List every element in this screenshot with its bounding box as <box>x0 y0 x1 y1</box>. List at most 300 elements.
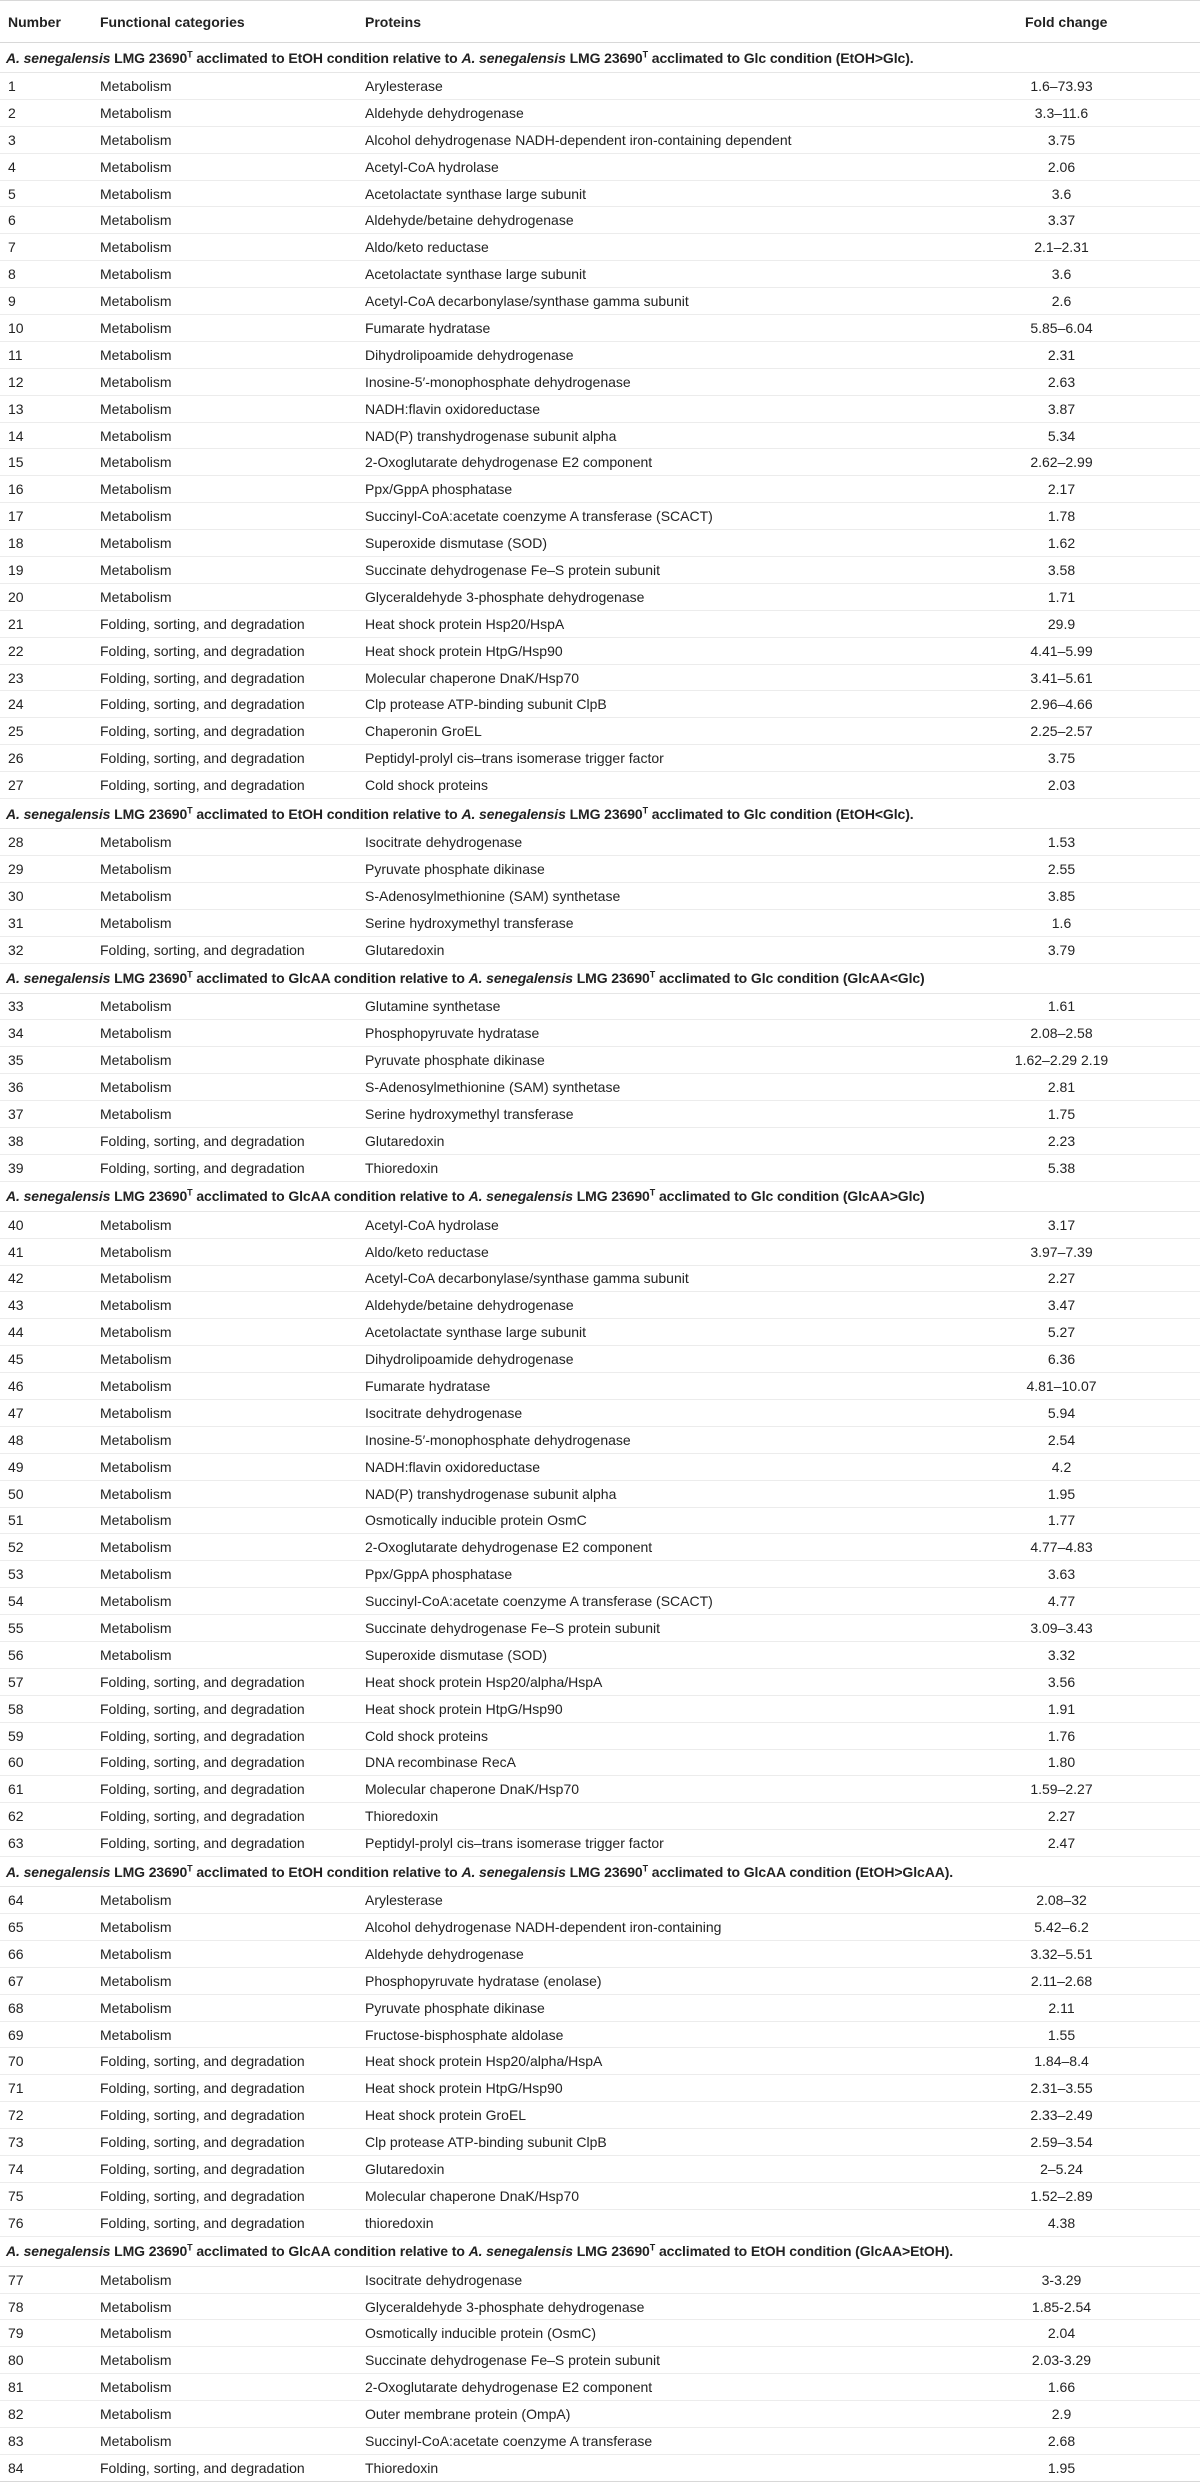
species-name: A. senegalensis <box>6 2243 111 2260</box>
fold-change-value: 1.75 <box>943 1101 1200 1128</box>
table-row <box>0 261 1200 288</box>
fold-change-value: 4.77–4.83 <box>943 1534 1200 1561</box>
header-functional-categories: Functional categories <box>92 1 357 43</box>
fold-change-value: 3.97–7.39 <box>943 1238 1200 1265</box>
protein-name: Heat shock protein HtpG/Hsp90 <box>357 637 943 664</box>
protein-name: Dihydrolipoamide dehydrogenase <box>357 341 943 368</box>
functional-category: Metabolism <box>92 1292 357 1319</box>
functional-category: Metabolism <box>92 153 357 180</box>
table-row <box>0 745 1200 772</box>
row-number: 75 <box>0 2182 92 2209</box>
fold-change-value: 1.76 <box>943 1722 1200 1749</box>
table-row <box>0 476 1200 503</box>
protein-name: Heat shock protein GroEL <box>357 2102 943 2129</box>
protein-name: Dihydrolipoamide dehydrogenase <box>357 1346 943 1373</box>
header-fold-change: Fold change <box>943 1 1200 43</box>
row-number: 34 <box>0 1020 92 1047</box>
protein-name: Succinate dehydrogenase Fe–S protein subunit <box>357 1615 943 1642</box>
row-number: 26 <box>0 745 92 772</box>
functional-category: Metabolism <box>92 73 357 100</box>
table-row <box>0 1399 1200 1426</box>
fold-change-value: 1.61 <box>943 993 1200 1020</box>
fold-change-value: 1.59–2.27 <box>943 1776 1200 1803</box>
protein-name: Heat shock protein Hsp20/alpha/HspA <box>357 2048 943 2075</box>
table-row <box>0 207 1200 234</box>
protein-name: Phosphopyruvate hydratase (enolase) <box>357 1967 943 1994</box>
fold-change-value: 5.94 <box>943 1399 1200 1426</box>
table-row <box>0 422 1200 449</box>
row-number: 8 <box>0 261 92 288</box>
protein-name: Ppx/GppA phosphatase <box>357 476 943 503</box>
table-row <box>0 395 1200 422</box>
row-number: 64 <box>0 1887 92 1914</box>
functional-category: Folding, sorting, and degradation <box>92 1695 357 1722</box>
functional-category: Folding, sorting, and degradation <box>92 1722 357 1749</box>
table-row <box>0 691 1200 718</box>
functional-category: Metabolism <box>92 882 357 909</box>
row-number: 29 <box>0 855 92 882</box>
species-name: A. senegalensis <box>6 1188 111 1205</box>
table-row <box>0 288 1200 315</box>
protein-name: Isocitrate dehydrogenase <box>357 1399 943 1426</box>
section-heading <box>0 43 1200 73</box>
table-row <box>0 1803 1200 1830</box>
functional-category: Metabolism <box>92 180 357 207</box>
type-strain-mark: T <box>642 804 648 815</box>
table-row <box>0 557 1200 584</box>
section-heading <box>0 1857 1200 1887</box>
fold-change-value: 2.96–4.66 <box>943 691 1200 718</box>
fold-change-value: 3.17 <box>943 1211 1200 1238</box>
protein-name: Serine hydroxymethyl transferase <box>357 1101 943 1128</box>
fold-change-value: 4.81–10.07 <box>943 1373 1200 1400</box>
table-row <box>0 1507 1200 1534</box>
fold-change-value: 2.27 <box>943 1803 1200 1830</box>
fold-change-value: 2.63 <box>943 368 1200 395</box>
section-heading-row <box>0 1857 1200 1887</box>
functional-category: Metabolism <box>92 1319 357 1346</box>
table-row <box>0 1534 1200 1561</box>
functional-category: Metabolism <box>92 261 357 288</box>
strain-name: LMG 23690 <box>569 1863 643 1880</box>
functional-category: Metabolism <box>92 1641 357 1668</box>
fold-change-value: 2.1–2.31 <box>943 234 1200 261</box>
table-row <box>0 180 1200 207</box>
row-number: 40 <box>0 1211 92 1238</box>
protein-name: Outer membrane protein (OmpA) <box>357 2401 943 2428</box>
row-number: 73 <box>0 2129 92 2156</box>
fold-change-value: 1.62 <box>943 530 1200 557</box>
fold-change-value: 3.41–5.61 <box>943 664 1200 691</box>
functional-category: Folding, sorting, and degradation <box>92 2048 357 2075</box>
row-number: 62 <box>0 1803 92 1830</box>
row-number: 44 <box>0 1319 92 1346</box>
fold-change-value: 1.66 <box>943 2374 1200 2401</box>
type-strain-mark: T <box>649 2242 656 2253</box>
protein-name: Arylesterase <box>357 1887 943 1914</box>
protein-name: Phosphopyruvate hydratase <box>357 1020 943 1047</box>
fold-change-value: 3.87 <box>943 395 1200 422</box>
functional-category: Folding, sorting, and degradation <box>92 637 357 664</box>
row-number: 38 <box>0 1127 92 1154</box>
protein-name: Glutaredoxin <box>357 1127 943 1154</box>
table-row <box>0 2454 1200 2481</box>
table-row <box>0 1668 1200 1695</box>
table-row <box>0 2048 1200 2075</box>
type-strain-mark: T <box>187 804 193 815</box>
fold-change-value: 2.27 <box>943 1265 1200 1292</box>
fold-change-value: 3.58 <box>943 557 1200 584</box>
functional-category: Metabolism <box>92 476 357 503</box>
fold-change-value: 1.62–2.29 2.19 <box>943 1047 1200 1074</box>
table-row <box>0 2021 1200 2048</box>
functional-category: Metabolism <box>92 1507 357 1534</box>
table-row <box>0 2182 1200 2209</box>
protein-name: Peptidyl-prolyl cis–trans isomerase trigger factor <box>357 1830 943 1857</box>
fold-change-value: 3.85 <box>943 882 1200 909</box>
row-number: 46 <box>0 1373 92 1400</box>
protein-name: Isocitrate dehydrogenase <box>357 2266 943 2293</box>
strain-name: LMG 23690 <box>576 970 650 986</box>
fold-change-value: 3.6 <box>943 261 1200 288</box>
functional-category: Folding, sorting, and degradation <box>92 2454 357 2481</box>
table-row <box>0 1480 1200 1507</box>
table-row <box>0 882 1200 909</box>
fold-change-value: 2.11–2.68 <box>943 1967 1200 1994</box>
functional-category: Metabolism <box>92 1346 357 1373</box>
functional-category: Metabolism <box>92 1561 357 1588</box>
fold-change-value: 2.03 <box>943 772 1200 799</box>
fold-change-value: 3.75 <box>943 126 1200 153</box>
row-number: 47 <box>0 1399 92 1426</box>
functional-category: Metabolism <box>92 1534 357 1561</box>
condition-text: acclimated to Glc condition (GlcAA>Glc) <box>658 1188 925 1205</box>
table-row <box>0 1426 1200 1453</box>
condition-text: acclimated to Glc condition (EtOH<Glc). <box>651 805 914 822</box>
section-heading-row <box>0 963 1200 993</box>
functional-category: Metabolism <box>92 341 357 368</box>
functional-category: Folding, sorting, and degradation <box>92 745 357 772</box>
protein-name: Arylesterase <box>357 73 943 100</box>
fold-change-value: 1.95 <box>943 2454 1200 2481</box>
protein-name: Superoxide dismutase (SOD) <box>357 530 943 557</box>
row-number: 3 <box>0 126 92 153</box>
fold-change-value: 2.31 <box>943 341 1200 368</box>
type-strain-mark: T <box>187 2242 193 2253</box>
table-row <box>0 1020 1200 1047</box>
fold-change-value: 2.11 <box>943 1994 1200 2021</box>
functional-category: Metabolism <box>92 855 357 882</box>
row-number: 12 <box>0 368 92 395</box>
protein-name: Alcohol dehydrogenase NADH-dependent iron-containing <box>357 1914 943 1941</box>
protein-name: Fructose-bisphosphate aldolase <box>357 2021 943 2048</box>
fold-change-value: 2.08–2.58 <box>943 1020 1200 1047</box>
fold-change-value: 3.56 <box>943 1668 1200 1695</box>
functional-category: Metabolism <box>92 368 357 395</box>
row-number: 7 <box>0 234 92 261</box>
row-number: 66 <box>0 1940 92 1967</box>
fold-change-value: 1.84–8.4 <box>943 2048 1200 2075</box>
protein-name: Thioredoxin <box>357 2454 943 2481</box>
fold-change-value: 2.33–2.49 <box>943 2102 1200 2129</box>
functional-category: Metabolism <box>92 1399 357 1426</box>
row-number: 49 <box>0 1453 92 1480</box>
functional-category: Metabolism <box>92 1373 357 1400</box>
fold-change-value: 1.95 <box>943 1480 1200 1507</box>
protein-name: Acetolactate synthase large subunit <box>357 1319 943 1346</box>
table-row <box>0 126 1200 153</box>
functional-category: Metabolism <box>92 557 357 584</box>
fold-change-value: 4.38 <box>943 2209 1200 2236</box>
protein-name: 2-Oxoglutarate dehydrogenase E2 component <box>357 1534 943 1561</box>
fold-change-value: 5.34 <box>943 422 1200 449</box>
fold-change-value: 5.42–6.2 <box>943 1914 1200 1941</box>
row-number: 59 <box>0 1722 92 1749</box>
table-row <box>0 1127 1200 1154</box>
protein-name: Osmotically inducible protein (OsmC) <box>357 2320 943 2347</box>
functional-category: Metabolism <box>92 2401 357 2428</box>
protein-name: Chaperonin GroEL <box>357 718 943 745</box>
protein-name: Aldehyde/betaine dehydrogenase <box>357 1292 943 1319</box>
species-name: A. senegalensis <box>461 49 566 66</box>
row-number: 39 <box>0 1154 92 1181</box>
section-heading <box>0 963 1200 993</box>
functional-category: Folding, sorting, and degradation <box>92 936 357 963</box>
row-number: 18 <box>0 530 92 557</box>
row-number: 23 <box>0 664 92 691</box>
protein-name: Acetyl-CoA decarbonylase/synthase gamma subunit <box>357 288 943 315</box>
table-row <box>0 1453 1200 1480</box>
functional-category: Metabolism <box>92 234 357 261</box>
fold-change-value: 5.85–6.04 <box>943 315 1200 342</box>
row-number: 57 <box>0 1668 92 1695</box>
protein-name: Succinyl-CoA:acetate coenzyme A transferase (SCACT) <box>357 503 943 530</box>
condition-text: acclimated to EtOH condition relative to <box>196 49 458 66</box>
fold-change-value: 1.53 <box>943 829 1200 856</box>
fold-change-value: 2.31–3.55 <box>943 2075 1200 2102</box>
protein-name: Glutaredoxin <box>357 2156 943 2183</box>
functional-category: Metabolism <box>92 288 357 315</box>
fold-change-value: 4.77 <box>943 1588 1200 1615</box>
strain-name: LMG 23690 <box>569 49 643 66</box>
table-row <box>0 1074 1200 1101</box>
functional-category: Metabolism <box>92 1453 357 1480</box>
fold-change-value: 2.06 <box>943 153 1200 180</box>
protein-name: Cold shock proteins <box>357 1722 943 1749</box>
table-row <box>0 1211 1200 1238</box>
condition-text: acclimated to EtOH condition relative to <box>196 1863 458 1880</box>
protein-name: Acetyl-CoA hydrolase <box>357 153 943 180</box>
functional-category: Metabolism <box>92 395 357 422</box>
functional-category: Metabolism <box>92 1914 357 1941</box>
functional-category: Metabolism <box>92 1994 357 2021</box>
table-row <box>0 1887 1200 1914</box>
fold-change-value: 2.47 <box>943 1830 1200 1857</box>
row-number: 43 <box>0 1292 92 1319</box>
table-row <box>0 234 1200 261</box>
row-number: 27 <box>0 772 92 799</box>
functional-category: Metabolism <box>92 1615 357 1642</box>
functional-category: Folding, sorting, and degradation <box>92 1830 357 1857</box>
row-number: 79 <box>0 2320 92 2347</box>
protein-name: S-Adenosylmethionine (SAM) synthetase <box>357 1074 943 1101</box>
species-name: A. senegalensis <box>461 805 566 822</box>
protein-name: thioredoxin <box>357 2209 943 2236</box>
row-number: 4 <box>0 153 92 180</box>
table-row <box>0 1561 1200 1588</box>
condition-text: acclimated to Glc condition (GlcAA<Glc) <box>658 970 925 986</box>
table-row <box>0 530 1200 557</box>
row-number: 20 <box>0 583 92 610</box>
fold-change-value: 2.55 <box>943 855 1200 882</box>
protein-name: Glutaredoxin <box>357 936 943 963</box>
functional-category: Folding, sorting, and degradation <box>92 664 357 691</box>
protein-name: Alcohol dehydrogenase NADH-dependent iron-containing dependent <box>357 126 943 153</box>
protein-name: Fumarate hydratase <box>357 1373 943 1400</box>
functional-category: Metabolism <box>92 207 357 234</box>
type-strain-mark: T <box>187 1862 193 1873</box>
table-row <box>0 637 1200 664</box>
table-row <box>0 1830 1200 1857</box>
row-number: 52 <box>0 1534 92 1561</box>
protein-name: Ppx/GppA phosphatase <box>357 1561 943 1588</box>
protein-name: NADH:flavin oxidoreductase <box>357 1453 943 1480</box>
protein-name: Fumarate hydratase <box>357 315 943 342</box>
fold-change-value: 1.52–2.89 <box>943 2182 1200 2209</box>
species-name: A. senegalensis <box>468 1188 573 1205</box>
table-row <box>0 1914 1200 1941</box>
functional-category: Folding, sorting, and degradation <box>92 1668 357 1695</box>
row-number: 22 <box>0 637 92 664</box>
condition-text: acclimated to GlcAA condition relative to <box>196 970 465 986</box>
functional-category: Metabolism <box>92 2021 357 2048</box>
row-number: 11 <box>0 341 92 368</box>
functional-category: Metabolism <box>92 449 357 476</box>
row-number: 6 <box>0 207 92 234</box>
functional-category: Metabolism <box>92 1101 357 1128</box>
protein-name: Aldehyde dehydrogenase <box>357 1940 943 1967</box>
condition-text: acclimated to GlcAA condition relative to <box>196 1188 465 1205</box>
functional-category: Metabolism <box>92 1211 357 1238</box>
row-number: 71 <box>0 2075 92 2102</box>
species-name: A. senegalensis <box>468 2243 573 2260</box>
fold-change-value: 3.75 <box>943 745 1200 772</box>
row-number: 74 <box>0 2156 92 2183</box>
fold-change-value: 2.9 <box>943 2401 1200 2428</box>
protein-name: Acetyl-CoA decarbonylase/synthase gamma subunit <box>357 1265 943 1292</box>
protein-name: Glyceraldehyde 3-phosphate dehydrogenase <box>357 2293 943 2320</box>
fold-change-value: 3.47 <box>943 1292 1200 1319</box>
table-row <box>0 2075 1200 2102</box>
strain-name: LMG 23690 <box>114 970 188 986</box>
row-number: 80 <box>0 2347 92 2374</box>
row-number: 67 <box>0 1967 92 1994</box>
row-number: 1 <box>0 73 92 100</box>
type-strain-mark: T <box>649 969 656 980</box>
type-strain-mark: T <box>642 1862 648 1873</box>
protein-name: Molecular chaperone DnaK/Hsp70 <box>357 664 943 691</box>
row-number: 32 <box>0 936 92 963</box>
functional-category: Metabolism <box>92 99 357 126</box>
table-row <box>0 73 1200 100</box>
fold-change-value: 4.2 <box>943 1453 1200 1480</box>
row-number: 58 <box>0 1695 92 1722</box>
table-row <box>0 936 1200 963</box>
protein-name: Heat shock protein Hsp20/HspA <box>357 610 943 637</box>
table-row <box>0 1641 1200 1668</box>
protein-name: Acetyl-CoA hydrolase <box>357 1211 943 1238</box>
fold-change-value: 3.6 <box>943 180 1200 207</box>
functional-category: Metabolism <box>92 530 357 557</box>
fold-change-value: 3.32 <box>943 1641 1200 1668</box>
row-number: 48 <box>0 1426 92 1453</box>
fold-change-value: 1.6 <box>943 909 1200 936</box>
functional-category: Metabolism <box>92 1426 357 1453</box>
functional-category: Metabolism <box>92 1480 357 1507</box>
section-heading <box>0 799 1200 829</box>
functional-category: Folding, sorting, and degradation <box>92 610 357 637</box>
protein-name: Osmotically inducible protein OsmC <box>357 1507 943 1534</box>
strain-name: LMG 23690 <box>576 1188 650 1205</box>
protein-name: Acetolactate synthase large subunit <box>357 180 943 207</box>
fold-change-value: 5.27 <box>943 1319 1200 1346</box>
fold-change-value: 1.85-2.54 <box>943 2293 1200 2320</box>
type-strain-mark: T <box>187 1187 193 1198</box>
protein-name: Pyruvate phosphate dikinase <box>357 1047 943 1074</box>
functional-category: Metabolism <box>92 503 357 530</box>
fold-change-value: 2.68 <box>943 2428 1200 2455</box>
row-number: 72 <box>0 2102 92 2129</box>
table-body <box>0 43 1200 2482</box>
protein-name: Inosine-5′-monophosphate dehydrogenase <box>357 368 943 395</box>
functional-category: Folding, sorting, and degradation <box>92 1776 357 1803</box>
condition-text: acclimated to EtOH condition relative to <box>196 805 458 822</box>
table-row <box>0 909 1200 936</box>
protein-name: NAD(P) transhydrogenase subunit alpha <box>357 422 943 449</box>
table-row <box>0 2266 1200 2293</box>
table-row <box>0 664 1200 691</box>
fold-change-value: 6.36 <box>943 1346 1200 1373</box>
row-number: 84 <box>0 2454 92 2481</box>
row-number: 76 <box>0 2209 92 2236</box>
protein-name: Aldo/keto reductase <box>357 1238 943 1265</box>
functional-category: Metabolism <box>92 1588 357 1615</box>
functional-category: Metabolism <box>92 1020 357 1047</box>
protein-name: Succinyl-CoA:acetate coenzyme A transferase <box>357 2428 943 2455</box>
functional-category: Metabolism <box>92 993 357 1020</box>
protein-name: Succinate dehydrogenase Fe–S protein subunit <box>357 557 943 584</box>
fold-change-value: 3.09–3.43 <box>943 1615 1200 1642</box>
row-number: 13 <box>0 395 92 422</box>
table-row <box>0 2156 1200 2183</box>
table-row <box>0 153 1200 180</box>
header-number: Number <box>0 1 92 43</box>
table-row <box>0 993 1200 1020</box>
protein-name: Aldehyde/betaine dehydrogenase <box>357 207 943 234</box>
strain-name: LMG 23690 <box>114 1188 188 1205</box>
table-row <box>0 1373 1200 1400</box>
protein-name: NADH:flavin oxidoreductase <box>357 395 943 422</box>
functional-category: Folding, sorting, and degradation <box>92 2182 357 2209</box>
table-row <box>0 2320 1200 2347</box>
row-number: 45 <box>0 1346 92 1373</box>
row-number: 78 <box>0 2293 92 2320</box>
functional-category: Metabolism <box>92 1047 357 1074</box>
table-row <box>0 341 1200 368</box>
fold-change-value: 1.78 <box>943 503 1200 530</box>
fold-change-value: 2.6 <box>943 288 1200 315</box>
row-number: 2 <box>0 99 92 126</box>
